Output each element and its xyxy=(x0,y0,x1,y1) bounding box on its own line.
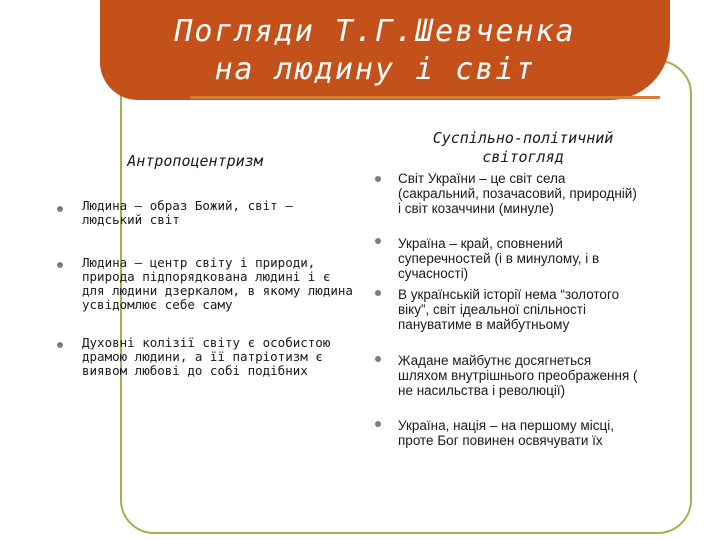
bullet-icon xyxy=(57,342,63,348)
left-list-item-3: Духовні колізії світу є особистою драмою людини, а її патріотизм є виявом любові до собі подібних xyxy=(82,335,331,378)
left-column-heading: Антропоцентризм xyxy=(127,152,263,170)
title-underline xyxy=(190,96,660,99)
slide-title-line-2: на людину і світ xyxy=(214,52,536,87)
bullet-icon xyxy=(375,290,381,296)
right-list-item-3: В українській історії нема “золотого віку”, світ ідеальної спільності пануватиме в майбутньому xyxy=(398,287,620,332)
slide-title-line-1: Погляди Т.Г.Шевченка xyxy=(174,14,576,49)
right-list-item-5: Україна, нація – на першому місці, проте Бог повинен освячувати їх xyxy=(398,418,614,448)
bullet-icon xyxy=(375,421,381,427)
bullet-icon xyxy=(375,176,381,182)
right-list-item-1: Світ України – це світ села (сакральний, позачасовий, природній) і світ козаччини (минуле) xyxy=(398,171,637,216)
bullet-icon xyxy=(57,262,63,268)
bullet-icon xyxy=(57,206,63,212)
left-list-item-1: Людина – образ Божий, світ – людський світ xyxy=(82,198,293,227)
right-list-item-4: Жадане майбутнє досягнеться шляхом внутрішнього преображення ( не насильства і революції) xyxy=(398,353,638,398)
right-list-item-2: Україна – край, сповнений суперечностей (і в минулому, і в сучасності) xyxy=(398,236,600,281)
right-column-heading: Суспільно-політичний світогляд xyxy=(432,129,614,166)
left-list-item-2: Людина – центр світу і природи, природа підпорядкована людині і є для людини дзеркалом, в якому людина усвідомлює себе саму xyxy=(82,255,353,312)
bullet-icon xyxy=(375,356,381,362)
bullet-icon xyxy=(375,238,381,244)
